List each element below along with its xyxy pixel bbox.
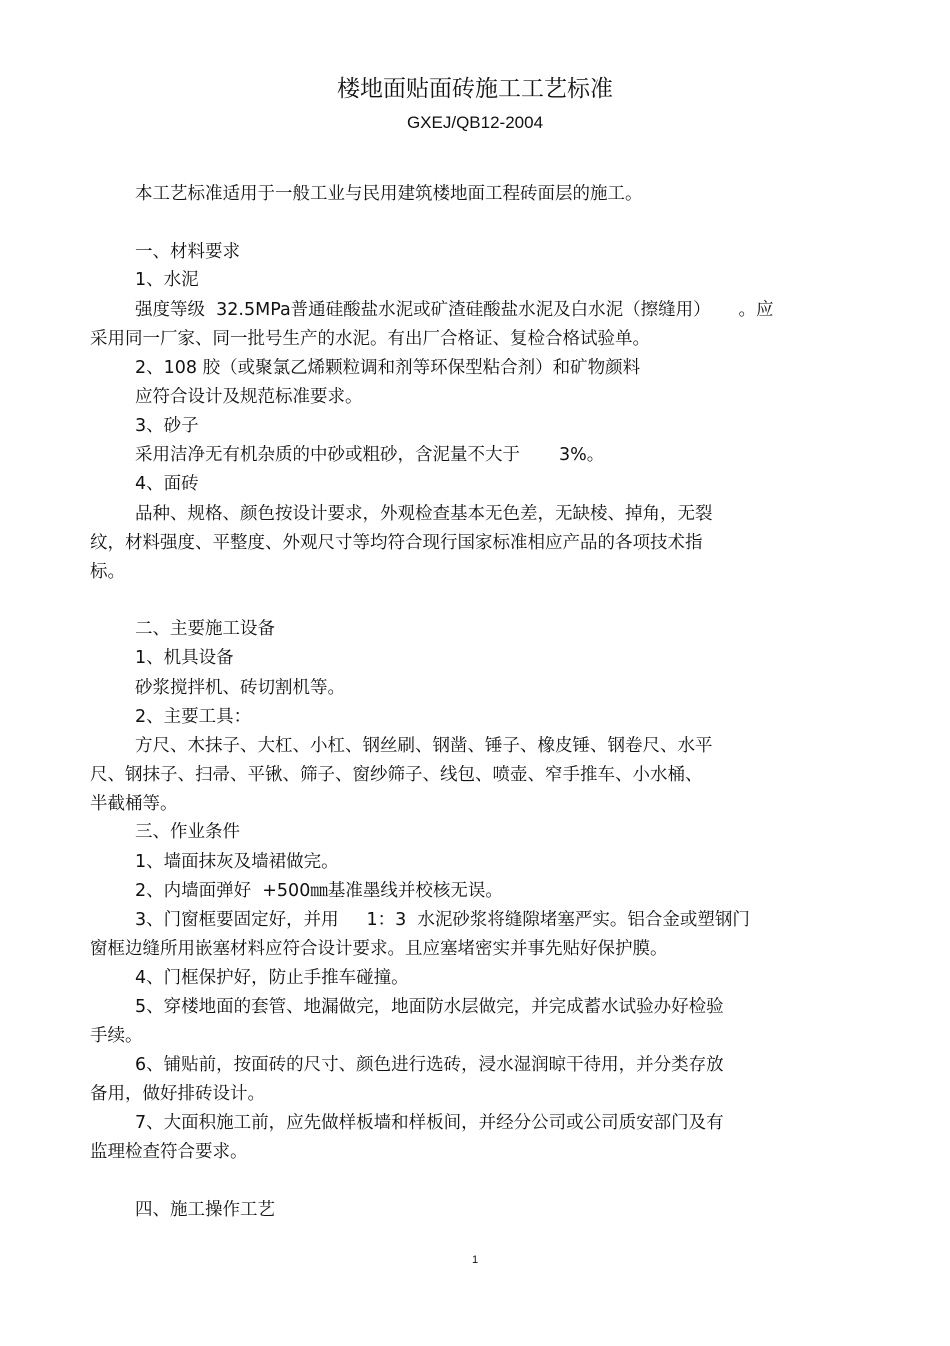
- section-1-item-1-text: 采用同一厂家、同一批号生产的水泥。有出厂合格证、复检合格试验单。: [90, 329, 650, 349]
- section-1-item-4-title: 4、面砖: [135, 474, 199, 494]
- section-1-item-2-text: 应符合设计及规范标准要求。: [135, 387, 363, 407]
- section-3-item-5: 手续。: [90, 1026, 143, 1046]
- section-2-item-2-text: 方尺、木抹子、大杠、小杠、钢丝刷、钢凿、锤子、橡皮锤、钢卷尺、水平: [135, 736, 713, 756]
- section-3-heading: 三、作业条件: [135, 822, 240, 842]
- section-1-heading: 一、材料要求: [135, 242, 240, 262]
- section-3-item-3: 窗框边缝所用嵌塞材料应符合设计要求。且应塞堵密实并事先贴好保护膜。: [90, 939, 668, 959]
- section-3-item-4: 4、门框保护好，防止手推车碰撞。: [135, 968, 409, 988]
- section-2-item-2-text: 半截桶等。: [90, 794, 178, 814]
- section-1-item-4-text: 纹，材料强度、平整度、外观尺寸等均符合现行国家标准相应产品的各项技术指: [90, 533, 703, 553]
- section-1-item-4-text: 标。: [90, 562, 125, 582]
- section-1-item-3-text: 采用洁净无有机杂质的中砂或粗砂，含泥量不大于 3%。: [135, 445, 605, 465]
- section-3-item-5: 5、穿楼地面的套管、地漏做完，地面防水层做完，并完成蓄水试验办好检验: [135, 997, 724, 1017]
- section-3-item-6: 6、铺贴前，按面砖的尺寸、颜色进行选砖，浸水湿润晾干待用，并分类存放: [135, 1055, 724, 1075]
- section-1-item-1-text: 强度等级 32.5MPa普通硅酸盐水泥或矿渣硅酸盐水泥及白水泥（擦缝用） 。应: [135, 300, 774, 320]
- document-body: [90, 0, 862, 1346]
- section-3-item-2: 2、内墙面弹好 +500㎜基准墨线并校核无误。: [135, 881, 503, 901]
- section-1-item-4-text: 品种、规格、颜色按设计要求，外观检查基本无色差，无缺棱、掉角，无裂: [135, 504, 713, 524]
- section-3-item-7: 监理检查符合要求。: [90, 1142, 248, 1162]
- section-3-item-3: 3、门窗框要固定好，并用 1：3 水泥砂浆将缝隙堵塞严实。铝合金或塑钢门: [135, 910, 750, 930]
- section-2-item-2-title: 2、主要工具：: [135, 707, 252, 727]
- page-number: 1: [471, 1254, 479, 1266]
- section-4-heading: 四、施工操作工艺: [135, 1200, 275, 1220]
- section-2-item-2-text: 尺、钢抹子、扫帚、平锹、筛子、窗纱筛子、线包、喷壶、窄手推车、小水桶、: [90, 765, 703, 785]
- section-3-item-6: 备用，做好排砖设计。: [90, 1084, 265, 1104]
- document-code: GXEJ/QB12-2004: [406, 113, 544, 132]
- section-3-item-1: 1、墙面抹灰及墙裙做完。: [135, 852, 339, 872]
- section-3-item-7: 7、大面积施工前，应先做样板墙和样板间，并经分公司或公司质安部门及有: [135, 1113, 724, 1133]
- section-1-item-1-title: 1、水泥: [135, 270, 199, 290]
- section-2-item-1-text: 砂浆搅拌机、砖切割机等。: [135, 678, 345, 698]
- section-2-heading: 二、主要施工设备: [135, 619, 275, 639]
- intro-paragraph: 本工艺标准适用于一般工业与民用建筑楼地面工程砖面层的施工。: [135, 184, 643, 204]
- section-2-item-1-title: 1、机具设备: [135, 648, 234, 668]
- section-1-item-2-title: 2、108 胶（或聚氯乙烯颗粒调和剂等环保型粘合剂）和矿物颜料: [135, 358, 641, 378]
- section-1-item-3-title: 3、砂子: [135, 416, 199, 436]
- document-title: 楼地面贴面砖施工工艺标准: [337, 76, 613, 102]
